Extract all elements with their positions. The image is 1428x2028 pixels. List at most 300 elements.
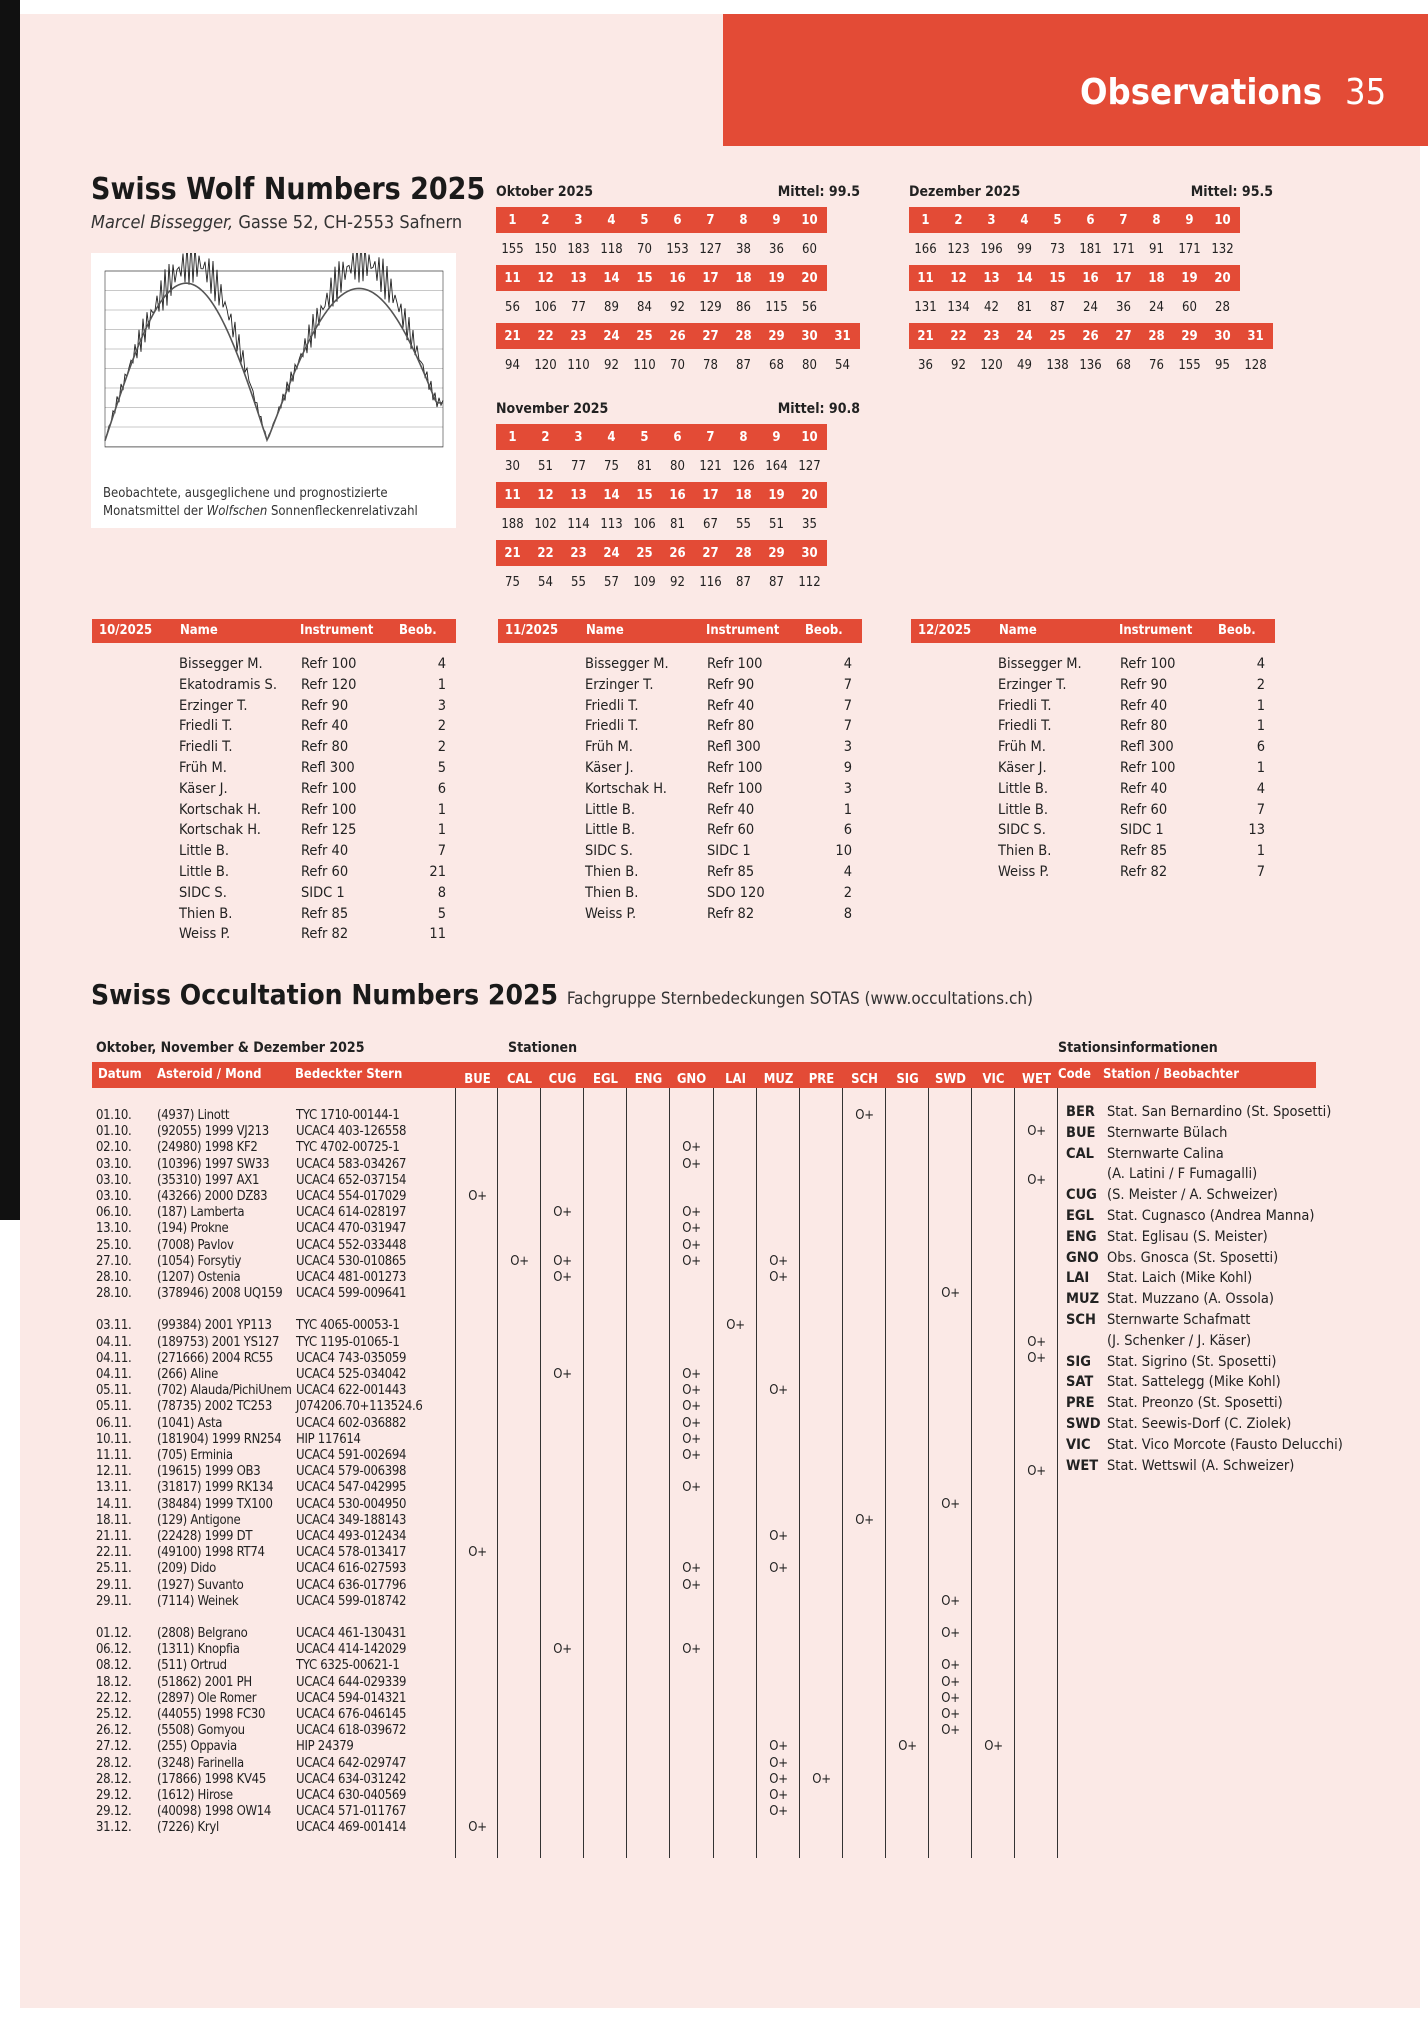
- occultation-result: O+: [941, 1626, 960, 1641]
- occ-title: Swiss Occultation Numbers 2025 Fachgruppe Sternbedeckungen SOTAS (www.occultations.ch): [91, 978, 1034, 1011]
- occultation-row: 04.11. (189753) 2001 YS127 TYC 1195-01065-1 O+: [0, 1335, 1428, 1351]
- day-number: 11: [504, 487, 521, 503]
- occultation-result: O+: [984, 1739, 1003, 1755]
- day-row: [909, 265, 1240, 291]
- day-number: 5: [640, 429, 649, 445]
- station-col-gno: GNO: [676, 1072, 707, 1087]
- occultation-result: O+: [553, 1367, 572, 1382]
- day-number: 28: [1148, 328, 1165, 344]
- day-number: 1: [508, 212, 517, 228]
- observer-row: Friedli T. Refr 40 1: [998, 697, 1265, 714]
- wolf-number: 49: [1017, 357, 1032, 373]
- day-row: [496, 265, 827, 291]
- observer-row: Kortschak H. Refr 100 1: [179, 801, 446, 818]
- wolf-number: 120: [980, 357, 1003, 373]
- wolf-number: 110: [567, 357, 590, 373]
- wolf-author: Marcel Bissegger, Gasse 52, CH-2553 Safnern: [91, 212, 463, 233]
- day-number: 24: [603, 328, 620, 344]
- wolf-number: 123: [947, 241, 970, 257]
- wolf-number: 55: [736, 516, 751, 532]
- day-number: 28: [735, 328, 752, 344]
- value-row: [909, 236, 1273, 262]
- station-info-row: BER Stat. San Bernardino (St. Sposetti): [1066, 1104, 1332, 1120]
- wolf-number: 127: [798, 458, 821, 474]
- day-number: 31: [834, 328, 851, 344]
- day-number: 30: [801, 545, 818, 561]
- day-number: 30: [1214, 328, 1231, 344]
- observer-table-header: 10/2025 Name Instrument Beob.: [92, 619, 456, 643]
- wolf-number: 127: [699, 241, 722, 257]
- day-number: 26: [669, 545, 686, 561]
- observer-row: Weiss P. Refr 82 11: [179, 926, 446, 943]
- observer-row: Thien B. Refr 85 1: [998, 843, 1265, 860]
- station-info-row: CAL Sternwarte Calina: [1066, 1145, 1224, 1162]
- day-row: [496, 540, 827, 566]
- day-number: 22: [537, 328, 554, 344]
- occultation-result: O+: [941, 1496, 960, 1512]
- observer-row: Kortschak H. Refr 125 1: [179, 822, 446, 839]
- wolf-number: 36: [769, 241, 784, 257]
- station-col-pre: PRE: [808, 1072, 835, 1087]
- wolf-number: 56: [505, 299, 520, 315]
- wolf-number: 196: [980, 241, 1003, 257]
- day-number: 23: [570, 328, 587, 344]
- observer-row: Bissegger M. Refr 100 4: [179, 656, 446, 672]
- wolf-number: 54: [835, 357, 850, 373]
- day-number: 6: [673, 212, 682, 228]
- wolf-number: 78: [703, 357, 718, 373]
- occultation-result: O+: [682, 1480, 701, 1496]
- occ-stations-label: Stationen: [508, 1040, 578, 1056]
- occ-table-header: [92, 1062, 1316, 1088]
- wolf-number: 38: [736, 241, 751, 257]
- day-number: 8: [739, 212, 748, 228]
- observer-row: Früh M. Refl 300 3: [585, 739, 852, 756]
- occultation-row: 18.12. (51862) 2001 PH UCAC4 644-029339 O+: [0, 1675, 1428, 1691]
- day-row: [496, 323, 860, 349]
- occultation-row: 03.11. (99384) 2001 YP113 TYC 4065-00053-1 O+: [0, 1318, 1428, 1334]
- wolf-number: 153: [666, 241, 689, 257]
- observer-row: Käser J. Refr 100 6: [179, 780, 446, 797]
- station-info-row: VIC Stat. Vico Morcote (Fausto Delucchi): [1066, 1436, 1343, 1453]
- wolf-number: 171: [1178, 241, 1201, 257]
- occultation-row: 27.12. (255) Oppavia HIP 24379 O+ O+ O+: [0, 1739, 1428, 1755]
- day-number: 16: [1082, 270, 1099, 286]
- wolf-number: 92: [951, 357, 966, 373]
- occultation-row: 02.10. (24980) 1998 KF2 TYC 4702-00725-1 O+: [0, 1140, 1428, 1156]
- observer-row: SIDC S. SIDC 1 10: [585, 843, 852, 860]
- occultation-row: 28.12. (3248) Farinella UCAC4 642-029747 O+: [0, 1756, 1428, 1772]
- day-number: 26: [669, 328, 686, 344]
- observer-row: Friedli T. Refr 40 2: [179, 718, 446, 735]
- observer-row: Thien B. Refr 85 5: [179, 905, 446, 922]
- day-number: 3: [574, 429, 583, 445]
- occultation-result: O+: [553, 1205, 572, 1221]
- observer-row: Friedli T. Refr 80 1: [998, 718, 1265, 735]
- observer-row: Weiss P. Refr 82 7: [998, 864, 1265, 880]
- day-number: 20: [1214, 270, 1231, 286]
- col-station: Station / Beobachter: [1103, 1067, 1239, 1082]
- occultation-row: 13.11. (31817) 1999 RK134 UCAC4 547-042995 O+: [0, 1480, 1428, 1496]
- occultation-result: O+: [553, 1270, 572, 1285]
- wolf-number: 110: [633, 357, 656, 373]
- chart-caption: Beobachtete, ausgeglichene und prognostizierte Monatsmittel der Wolfschen Sonnenfleckenrelativzahl: [103, 486, 418, 519]
- occultation-result: O+: [1027, 1464, 1046, 1480]
- occultation-row: 29.12. (1612) Hirose UCAC4 630-040569 O+: [0, 1788, 1428, 1804]
- occultation-row: 08.12. (511) Ortrud TYC 6325-00621-1 O+: [0, 1658, 1428, 1674]
- occultation-row: 14.11. (38484) 1999 TX100 UCAC4 530-004950 O+: [0, 1497, 1428, 1513]
- day-number: 3: [987, 212, 996, 228]
- occultation-result: O+: [769, 1788, 788, 1803]
- wolf-number: 77: [571, 299, 586, 315]
- wolf-number: 56: [802, 299, 817, 315]
- day-number: 19: [768, 487, 785, 503]
- value-row: [496, 236, 860, 262]
- observer-row: Erzinger T. Refr 90 2: [998, 676, 1265, 693]
- day-number: 27: [702, 545, 719, 561]
- wolf-number: 106: [534, 299, 557, 315]
- observer-table-header: 12/2025 Name Instrument Beob.: [911, 619, 1275, 643]
- day-number: 25: [636, 545, 653, 561]
- col-code: Code: [1058, 1067, 1091, 1082]
- wolf-number: 24: [1149, 299, 1164, 315]
- station-info-row: WET Stat. Wettswil (A. Schweizer): [1066, 1457, 1295, 1474]
- station-info-row: SAT Stat. Sattelegg (Mike Kohl): [1066, 1374, 1281, 1391]
- observer-row: Thien B. SDO 120 2: [585, 884, 852, 901]
- station-col-swd: SWD: [934, 1072, 967, 1087]
- day-number: 14: [603, 270, 620, 286]
- day-number: 8: [739, 429, 748, 445]
- month-header: November 2025 Mittel: 90.8: [496, 401, 860, 417]
- wolf-number: 92: [670, 299, 685, 315]
- observer-row: Erzinger T. Refr 90 3: [179, 697, 446, 714]
- observer-row: Little B. Refr 60 21: [179, 864, 446, 880]
- sunspot-chart-plot: [91, 253, 456, 483]
- station-col-wet: WET: [1022, 1072, 1051, 1087]
- occultation-result: O+: [941, 1674, 960, 1690]
- day-number: 16: [669, 487, 686, 503]
- day-number: 23: [983, 328, 1000, 344]
- occultation-result: O+: [941, 1690, 960, 1706]
- col-date: Datum: [98, 1067, 142, 1082]
- observer-row: Kortschak H. Refr 100 3: [585, 780, 852, 797]
- wolf-number: 126: [732, 458, 755, 474]
- occultation-row: 25.12. (44055) 1998 FC30 UCAC4 676-046145 O+: [0, 1707, 1428, 1723]
- day-number: 22: [537, 545, 554, 561]
- observer-row: Bissegger M. Refr 100 4: [585, 656, 852, 672]
- day-number: 20: [801, 487, 818, 503]
- wolf-number: 80: [670, 458, 685, 474]
- station-info-row: PRE Stat. Preonzo (St. Sposetti): [1066, 1395, 1283, 1412]
- wolf-number: 171: [1112, 241, 1135, 257]
- observer-row: Little B. Refr 40 1: [585, 801, 852, 818]
- day-row: [496, 424, 827, 450]
- wolf-number: 81: [1017, 299, 1032, 315]
- wolf-number: 150: [534, 241, 557, 257]
- occultation-row: 04.11. (271666) 2004 RC55 UCAC4 743-035059 O+: [0, 1351, 1428, 1367]
- observer-row: Früh M. Refl 300 5: [179, 760, 446, 776]
- wolf-number: 75: [505, 574, 520, 590]
- occultation-row: 03.10. (35310) 1997 AX1 UCAC4 652-037154 O+: [0, 1173, 1428, 1189]
- wolf-number: 89: [604, 299, 619, 315]
- day-number: 13: [983, 270, 1000, 286]
- occultation-result: O+: [769, 1253, 788, 1269]
- day-number: 29: [768, 328, 785, 344]
- wolf-number: 131: [914, 299, 937, 315]
- observer-row: Thien B. Refr 85 4: [585, 864, 852, 880]
- wolf-number: 94: [505, 357, 520, 373]
- observer-row: Früh M. Refl 300 6: [998, 739, 1265, 756]
- wolf-title: Swiss Wolf Numbers 2025: [91, 172, 486, 207]
- occultation-result: O+: [682, 1561, 701, 1577]
- month-header: Dezember 2025 Mittel: 95.5: [909, 184, 1273, 200]
- wolf-number: 155: [501, 241, 524, 257]
- wolf-number: 92: [604, 357, 619, 373]
- wolf-number: 36: [1116, 299, 1131, 315]
- wolf-number: 55: [571, 574, 586, 590]
- value-row: [496, 511, 860, 537]
- day-number: 29: [768, 545, 785, 561]
- wolf-number: 87: [736, 357, 751, 373]
- wolf-number: 95: [1215, 357, 1230, 373]
- occultation-result: O+: [468, 1820, 487, 1836]
- station-info-row: (J. Schenker / J. Käser): [1107, 1332, 1252, 1349]
- station-col-cal: CAL: [506, 1072, 533, 1087]
- wolf-number: 86: [736, 299, 751, 315]
- day-number: 7: [1119, 212, 1128, 228]
- day-number: 6: [1086, 212, 1095, 228]
- occultation-result: O+: [682, 1415, 701, 1431]
- day-number: 25: [636, 328, 653, 344]
- sunspot-chart: [91, 253, 456, 528]
- day-number: 1: [508, 429, 517, 445]
- occultation-row: 25.10. (7008) Pavlov UCAC4 552-033448 O+: [0, 1238, 1428, 1254]
- day-number: 18: [1148, 270, 1165, 286]
- day-number: 10: [1214, 212, 1231, 228]
- day-number: 10: [801, 212, 818, 228]
- occultation-result: O+: [769, 1755, 788, 1771]
- day-row: [496, 207, 827, 233]
- occultation-row: 22.12. (2897) Ole Romer UCAC4 594-014321 O+: [0, 1691, 1428, 1707]
- wolf-number: 113: [600, 516, 623, 532]
- value-row: [496, 294, 860, 320]
- occultation-result: O+: [682, 1431, 701, 1447]
- occultation-row: 06.10. (187) Lamberta UCAC4 614-028197 O+ O+: [0, 1205, 1428, 1221]
- wolf-number: 77: [571, 458, 586, 474]
- occultation-row: 28.10. (1207) Ostenia UCAC4 481-001273 O+ O+: [0, 1270, 1428, 1286]
- wolf-number: 80: [802, 357, 817, 373]
- day-number: 10: [801, 429, 818, 445]
- wolf-number: 112: [798, 574, 821, 590]
- occultation-result: O+: [769, 1529, 788, 1544]
- day-number: 17: [702, 270, 719, 286]
- station-col-vic: VIC: [982, 1072, 1005, 1087]
- occultation-result: O+: [941, 1658, 960, 1674]
- occultation-row: 29.11. (1927) Suvanto UCAC4 636-017796 O+: [0, 1578, 1428, 1594]
- day-row: [496, 482, 827, 508]
- occultation-row: 05.11. (78735) 2002 TC253 J074206.70+113524.6 O+: [0, 1399, 1428, 1415]
- wolf-number: 138: [1046, 357, 1069, 373]
- day-number: 21: [504, 545, 521, 561]
- wolf-number: 134: [947, 299, 970, 315]
- value-row: [496, 453, 860, 479]
- day-row: [909, 207, 1240, 233]
- occultation-row: 03.10. (43266) 2000 DZ83 UCAC4 554-017029 O+: [0, 1189, 1428, 1205]
- day-number: 12: [950, 270, 967, 286]
- occultation-row: 06.12. (1311) Knopfia UCAC4 414-142029 O+ O+: [0, 1642, 1428, 1658]
- day-number: 18: [735, 270, 752, 286]
- day-number: 18: [735, 487, 752, 503]
- day-number: 19: [1181, 270, 1198, 286]
- station-col-bue: BUE: [464, 1072, 491, 1087]
- day-number: 12: [537, 270, 554, 286]
- wolf-number: 36: [918, 357, 933, 373]
- station-info-row: SIG Stat. Sigrino (St. Sposetti): [1066, 1353, 1277, 1370]
- value-row: [909, 352, 1273, 378]
- occultation-result: O+: [769, 1270, 788, 1285]
- wolf-number: 30: [505, 458, 520, 474]
- day-number: 22: [950, 328, 967, 344]
- day-number: 7: [706, 429, 715, 445]
- station-info-row: SCH Sternwarte Schafmatt: [1066, 1312, 1251, 1328]
- occultation-row: 05.11. (702) Alauda/PichiUnem UCAC4 622-001443 O+ O+: [0, 1383, 1428, 1399]
- occultation-result: O+: [682, 1367, 701, 1382]
- wolf-number: 188: [501, 516, 524, 532]
- day-number: 11: [917, 270, 934, 286]
- occultation-result: O+: [941, 1593, 960, 1609]
- value-row: [496, 352, 860, 378]
- day-number: 14: [603, 487, 620, 503]
- station-col-sch: SCH: [851, 1072, 878, 1087]
- wolf-number: 92: [670, 574, 685, 590]
- occultation-result: O+: [682, 1448, 701, 1463]
- occultation-row: 28.12. (17866) 1998 KV45 UCAC4 634-031242 O+ O+: [0, 1772, 1428, 1788]
- day-number: 25: [1049, 328, 1066, 344]
- station-info-row: MUZ Stat. Muzzano (A. Ossola): [1066, 1291, 1274, 1308]
- day-number: 9: [772, 212, 781, 228]
- occultation-result: O+: [682, 1399, 701, 1415]
- day-number: 29: [1181, 328, 1198, 344]
- day-number: 5: [1053, 212, 1062, 228]
- station-col-eng: ENG: [634, 1072, 663, 1087]
- wolf-number: 24: [1083, 299, 1098, 315]
- wolf-number: 128: [1244, 357, 1267, 373]
- station-info-row: CUG (S. Meister / A. Schweizer): [1066, 1187, 1278, 1204]
- day-number: 9: [1185, 212, 1194, 228]
- sunspot-series-line: [105, 253, 443, 440]
- occultation-result: O+: [855, 1108, 874, 1123]
- wolf-number: 87: [769, 574, 784, 590]
- occultation-result: O+: [1027, 1334, 1046, 1350]
- wolf-number: 91: [1149, 241, 1164, 257]
- occultation-result: O+: [553, 1642, 572, 1658]
- observer-row: Friedli T. Refr 80 7: [585, 718, 852, 735]
- station-info-row: LAI Stat. Laich (Mike Kohl): [1066, 1270, 1253, 1287]
- day-number: 17: [702, 487, 719, 503]
- section-title: Observations: [1080, 72, 1323, 113]
- left-edge-bar: [0, 0, 20, 1220]
- occultation-row: 01.10. (4937) Linott TYC 1710-00144-1 O+: [0, 1108, 1428, 1124]
- wolf-number: 51: [769, 516, 784, 532]
- occ-info-label: Stationsinformationen: [1058, 1040, 1218, 1056]
- wolf-number: 136: [1079, 357, 1102, 373]
- occultation-result: O+: [898, 1739, 917, 1755]
- wolf-number: 51: [538, 458, 553, 474]
- day-number: 2: [541, 212, 550, 228]
- wolf-number: 164: [765, 458, 788, 474]
- observer-row: Little B. Refr 60 6: [585, 822, 852, 839]
- header-band: [723, 14, 1428, 146]
- wolf-number: 81: [670, 516, 685, 532]
- occultation-row: 01.10. (92055) 1999 VJ213 UCAC4 403-126558 O+: [0, 1124, 1428, 1140]
- day-number: 15: [1049, 270, 1066, 286]
- day-number: 21: [504, 328, 521, 344]
- occultation-result: O+: [553, 1253, 572, 1269]
- day-number: 21: [917, 328, 934, 344]
- occultation-result: O+: [1027, 1350, 1046, 1366]
- wolf-number: 76: [1149, 357, 1164, 373]
- wolf-number: 183: [567, 241, 590, 257]
- occultation-result: O+: [1027, 1124, 1046, 1140]
- occultation-row: 29.12. (40098) 1998 OW14 UCAC4 571-011767 O+: [0, 1804, 1428, 1820]
- wolf-number: 87: [1050, 299, 1065, 315]
- day-number: 23: [570, 545, 587, 561]
- day-number: 24: [603, 545, 620, 561]
- day-number: 1: [921, 212, 930, 228]
- occultation-result: O+: [769, 1561, 788, 1577]
- occultation-row: 28.10. (378946) 2008 UQ159 UCAC4 599-009641 O+: [0, 1286, 1428, 1302]
- occultation-row: 27.10. (1054) Forsytiy UCAC4 530-010865 O+ O+ O+ O+: [0, 1254, 1428, 1270]
- observer-row: Käser J. Refr 100 9: [585, 760, 852, 776]
- occultation-row: 25.11. (209) Dido UCAC4 616-027593 O+ O+: [0, 1561, 1428, 1577]
- occultation-result: O+: [682, 1140, 701, 1156]
- day-number: 9: [772, 429, 781, 445]
- day-number: 6: [673, 429, 682, 445]
- day-number: 5: [640, 212, 649, 228]
- station-info-row: EGL Stat. Cugnasco (Andrea Manna): [1066, 1208, 1315, 1224]
- day-number: 27: [702, 328, 719, 344]
- occultation-row: 06.11. (1041) Asta UCAC4 602-036882 O+: [0, 1416, 1428, 1432]
- occultation-row: 11.11. (705) Erminia UCAC4 591-002694 O+: [0, 1448, 1428, 1464]
- station-col-cug: CUG: [548, 1072, 577, 1087]
- occultation-row: 03.10. (10396) 1997 SW33 UCAC4 583-034267 O+: [0, 1157, 1428, 1173]
- wolf-number: 60: [802, 241, 817, 257]
- wolf-number: 42: [984, 299, 999, 315]
- month-header: Oktober 2025 Mittel: 99.5: [496, 184, 860, 200]
- day-number: 17: [1115, 270, 1132, 286]
- observer-row: Friedli T. Refr 80 2: [179, 739, 446, 756]
- occultation-result: O+: [941, 1707, 960, 1722]
- occultation-result: O+: [941, 1723, 960, 1739]
- wolf-number: 155: [1178, 357, 1201, 373]
- wolf-number: 87: [736, 574, 751, 590]
- station-col-lai: LAI: [725, 1072, 746, 1087]
- occultation-row: 26.12. (5508) Gomyou UCAC4 618-039672 O+: [0, 1723, 1428, 1739]
- day-number: 11: [504, 270, 521, 286]
- occultation-result: O+: [726, 1318, 745, 1334]
- wolf-number: 106: [633, 516, 656, 532]
- observer-row: SIDC S. SIDC 1 8: [179, 884, 446, 901]
- day-number: 26: [1082, 328, 1099, 344]
- wolf-number: 54: [538, 574, 553, 590]
- day-number: 4: [1020, 212, 1029, 228]
- observer-row: SIDC S. SIDC 1 13: [998, 822, 1265, 839]
- day-number: 20: [801, 270, 818, 286]
- wolf-number: 68: [769, 357, 784, 373]
- observer-row: Little B. Refr 40 4: [998, 780, 1265, 797]
- station-info-row: (A. Latini / F Fumagalli): [1107, 1166, 1258, 1183]
- day-number: 7: [706, 212, 715, 228]
